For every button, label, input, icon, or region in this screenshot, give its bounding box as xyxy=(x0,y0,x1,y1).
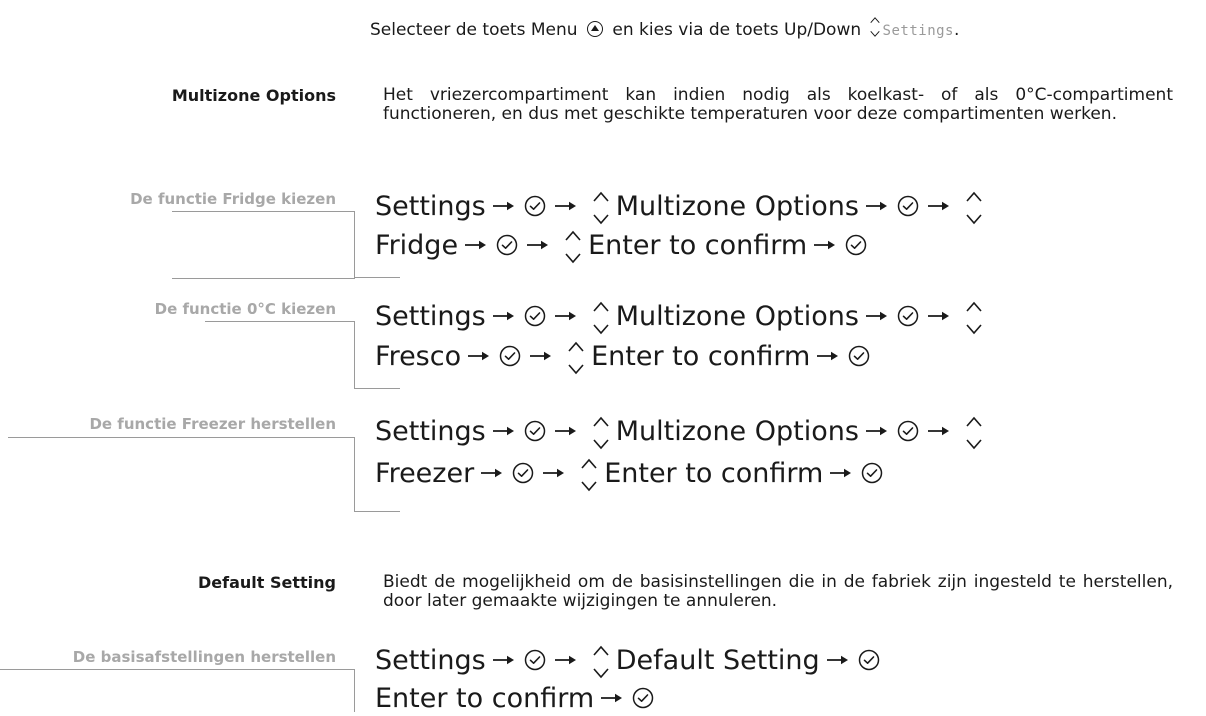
arrow-right-icon xyxy=(467,350,491,362)
check-circle-icon xyxy=(499,345,521,367)
freezer-bracket-vertical xyxy=(354,437,355,511)
arrow-right-icon xyxy=(492,425,516,437)
freezer-step-enter: Enter to confirm xyxy=(604,457,824,489)
up-down-icon xyxy=(869,16,881,38)
arrow-right-icon xyxy=(600,692,624,704)
check-circle-icon xyxy=(524,195,546,217)
intro-line xyxy=(370,16,959,40)
fridge-step-enter: Enter to confirm xyxy=(588,229,808,261)
fridge-bracket-bottom xyxy=(354,277,400,278)
intro-text-before: Selecteer de toets Menu xyxy=(370,20,578,40)
up-down-icon xyxy=(965,190,983,226)
up-down-icon xyxy=(592,644,610,680)
freezer-bracket-bottom xyxy=(354,511,400,512)
fridge-bracket-top xyxy=(172,211,355,279)
fresco-label: De functie 0°C kiezen xyxy=(154,300,336,318)
default-bracket-vertical xyxy=(354,669,355,712)
check-circle-icon xyxy=(845,234,867,256)
freezer-step-settings: Settings xyxy=(375,415,486,447)
fresco-bracket-vertical xyxy=(354,321,355,388)
check-circle-icon xyxy=(524,420,546,442)
default-paragraph: Biedt de mogelijkheid om de basisinstellingen die in de fabriek zijn ingesteld te herstellen, door later gemaakte wijzigingen te annuleren. xyxy=(383,572,1173,611)
arrow-right-icon xyxy=(464,239,488,251)
arrow-right-icon xyxy=(480,467,504,479)
arrow-right-icon xyxy=(927,425,951,437)
arrow-right-icon xyxy=(554,654,578,666)
fresco-sequence-row1 xyxy=(375,298,989,334)
freezer-bracket-top xyxy=(8,437,355,438)
arrow-right-icon xyxy=(927,200,951,212)
fresco-step-multizone: Multizone Options xyxy=(615,300,859,332)
fridge-sequence-row1 xyxy=(375,188,989,224)
up-down-icon xyxy=(564,229,582,265)
up-down-icon xyxy=(965,300,983,336)
arrow-right-icon xyxy=(529,350,553,362)
arrow-right-icon xyxy=(492,654,516,666)
fridge-step-fridge: Fridge xyxy=(375,229,459,261)
check-circle-icon xyxy=(861,462,883,484)
intro-text-middle: en kies via de toets Up/Down xyxy=(612,20,862,40)
up-down-icon xyxy=(592,300,610,336)
default-sequence-row1 xyxy=(375,642,882,678)
check-circle-icon xyxy=(632,687,654,709)
check-circle-icon xyxy=(524,649,546,671)
fridge-sequence-row2 xyxy=(375,227,869,263)
arrow-right-icon xyxy=(865,200,889,212)
fresco-bracket-top xyxy=(205,321,355,322)
arrow-right-icon xyxy=(554,200,578,212)
fresco-step-fresco: Fresco xyxy=(375,340,462,372)
freezer-step-multizone: Multizone Options xyxy=(615,415,859,447)
intro-text-end: . xyxy=(953,20,960,40)
arrow-right-icon xyxy=(554,425,578,437)
arrow-right-icon xyxy=(829,467,853,479)
fridge-bracket-vertical xyxy=(354,211,355,278)
default-heading: Default Setting xyxy=(198,573,336,592)
check-circle-icon xyxy=(897,305,919,327)
arrow-right-icon xyxy=(865,425,889,437)
arrow-right-icon xyxy=(542,467,566,479)
arrow-right-icon xyxy=(826,654,850,666)
check-circle-icon xyxy=(496,234,518,256)
up-down-icon xyxy=(592,190,610,226)
check-circle-icon xyxy=(512,462,534,484)
up-down-icon xyxy=(965,415,983,451)
fresco-bracket-bottom xyxy=(354,388,400,389)
multizone-heading: Multizone Options xyxy=(171,86,336,105)
arrow-right-icon xyxy=(816,350,840,362)
up-down-icon xyxy=(592,415,610,451)
arrow-right-icon xyxy=(813,239,837,251)
multizone-paragraph: Het vriezercompartiment kan indien nodig als koelkast- of als 0°C-compartiment functioneren, en dus met geschikte temperaturen voor deze compartimenten werken. xyxy=(383,85,1173,124)
check-circle-icon xyxy=(897,420,919,442)
default-label: De basisafstellingen herstellen xyxy=(72,648,336,666)
default-step-settings: Settings xyxy=(375,644,486,676)
arrow-right-icon xyxy=(492,200,516,212)
fridge-label: De functie Fridge kiezen xyxy=(130,190,336,208)
up-down-icon xyxy=(567,340,585,376)
fresco-step-enter: Enter to confirm xyxy=(591,340,811,372)
fridge-step-settings: Settings xyxy=(375,190,486,222)
freezer-step-freezer: Freezer xyxy=(375,457,475,489)
fresco-sequence-row2 xyxy=(375,338,872,374)
default-step-default-setting: Default Setting xyxy=(615,644,820,676)
check-circle-icon xyxy=(524,305,546,327)
arrow-right-icon xyxy=(554,310,578,322)
arrow-right-icon xyxy=(865,310,889,322)
arrow-right-icon xyxy=(526,239,550,251)
fresco-step-settings: Settings xyxy=(375,300,486,332)
check-circle-icon xyxy=(897,195,919,217)
default-bracket-top xyxy=(0,669,355,670)
up-down-icon xyxy=(580,457,598,493)
check-circle-icon xyxy=(848,345,870,367)
arrow-right-icon xyxy=(492,310,516,322)
freezer-label: De functie Freezer herstellen xyxy=(89,415,336,433)
arrow-right-icon xyxy=(927,310,951,322)
lcd-settings-text: Settings xyxy=(882,23,954,39)
freezer-sequence-row2 xyxy=(375,455,885,491)
menu-button-icon xyxy=(587,21,603,37)
default-sequence-row2 xyxy=(375,680,656,716)
default-step-enter: Enter to confirm xyxy=(375,682,595,714)
freezer-sequence-row1 xyxy=(375,413,989,449)
fridge-step-multizone: Multizone Options xyxy=(615,190,859,222)
check-circle-icon xyxy=(858,649,880,671)
